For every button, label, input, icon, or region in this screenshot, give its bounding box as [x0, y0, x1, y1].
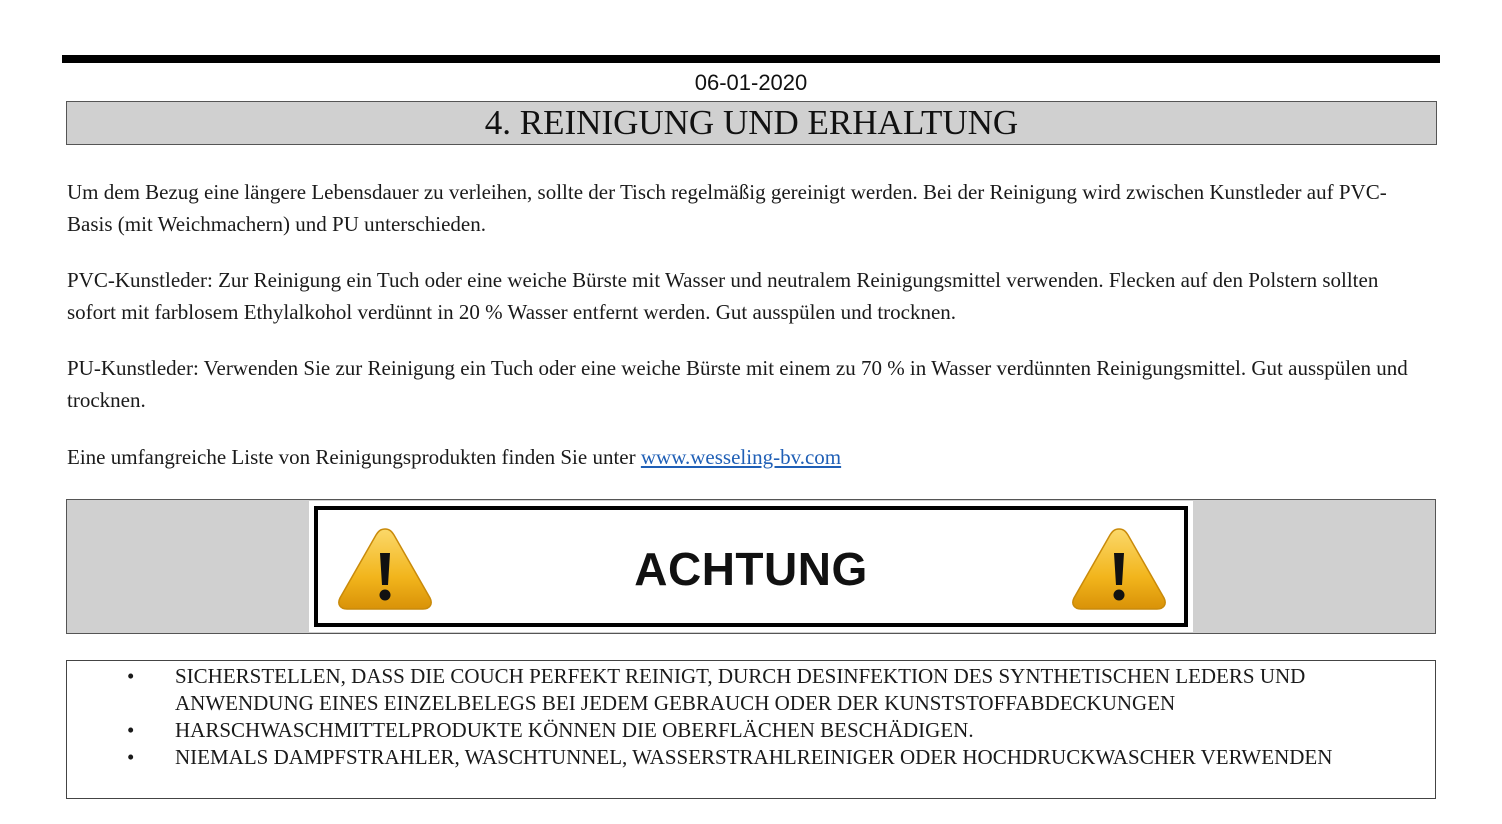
section-title: 4. REINIGUNG UND ERHALTUNG	[484, 103, 1019, 142]
bullet-symbol: •	[127, 664, 135, 688]
bullet-text: SICHERSTELLEN, DASS DIE COUCH PERFEKT REINIGT, DURCH DESINFEKTION DES SYNTHETISCHEN LEDERS UND ANWENDUNG EINES EINZELBELEGS BEI JEDEM GEBRAUCH ODER DER KUNSTSTOFFABDECKUNGEN	[175, 664, 1306, 715]
document-date: 06-01-2020	[694, 70, 808, 95]
website-link[interactable]: www.wesseling-bv.com	[640, 445, 842, 469]
list-item	[67, 717, 1405, 744]
bullet-symbol: •	[127, 745, 135, 769]
warning-panel	[309, 501, 1193, 632]
top-rule	[62, 55, 1440, 63]
products-paragraph	[67, 441, 1417, 473]
section-header	[66, 101, 1437, 145]
products-text: Eine umfangreiche Liste von Reinigungsprodukten finden Sie unter	[67, 445, 641, 469]
pu-paragraph: PU-Kunstleder: Verwenden Sie zur Reinigung ein Tuch oder eine weiche Bürste mit einem zu 70 % in Wasser verdünnten Reinigungsmittel. Gut ausspülen und trocknen.	[67, 356, 1408, 412]
precautions-list	[67, 663, 1435, 771]
precautions-box	[66, 660, 1436, 799]
bullet-symbol: •	[127, 718, 135, 742]
pvc-paragraph: PVC-Kunstleder: Zur Reinigung ein Tuch oder eine weiche Bürste mit Wasser und neutralem Reinigungsmittel verwenden. Flecken auf den Polstern sollten sofort mit farblosem Ethylalkohol verdünnt in 20 % Wasser entfernt werden. Gut ausspülen und trocknen.	[67, 268, 1379, 324]
warning-title: ACHTUNG	[634, 543, 868, 595]
warning-triangle-icon	[1069, 523, 1169, 613]
intro-paragraph: Um dem Bezug eine längere Lebensdauer zu verleihen, sollte der Tisch regelmäßig gereinigt werden. Bei der Reinigung wird zwischen Kunstleder auf PVC-Basis (mit Weichmachern) und PU unterschieden.	[67, 180, 1387, 236]
list-item	[67, 663, 1405, 717]
bullet-text: NIEMALS DAMPFSTRAHLER, WASCHTUNNEL, WASSERSTRAHLREINIGER ODER HOCHDRUCKWASCHER VERWENDEN	[175, 745, 1333, 769]
list-item	[67, 744, 1405, 771]
bullet-text: HARSCHWASCHMITTELPRODUKTE KÖNNEN DIE OBERFLÄCHEN BESCHÄDIGEN.	[175, 718, 974, 742]
